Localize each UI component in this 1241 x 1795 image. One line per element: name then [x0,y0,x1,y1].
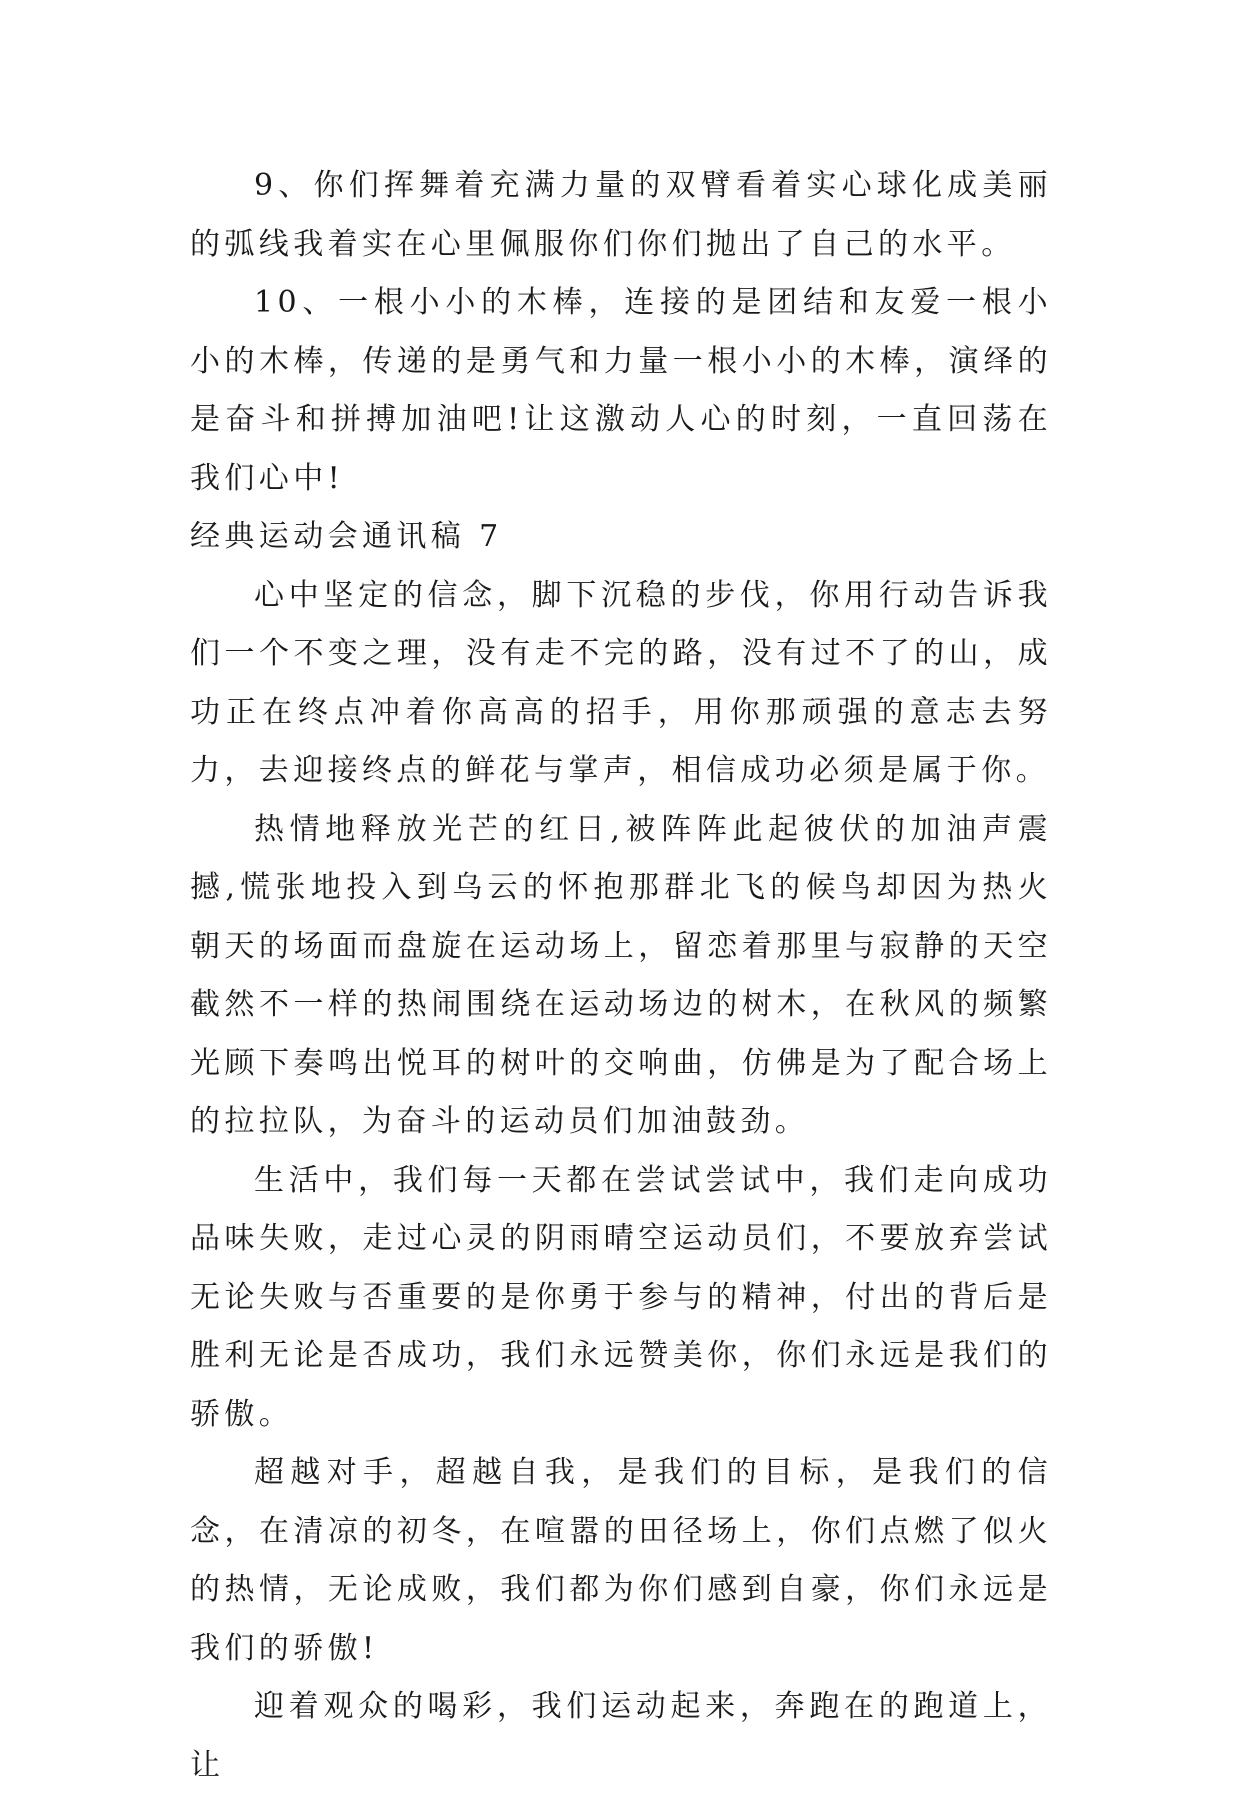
paragraph-10: 10、一根小小的木棒，连接的是团结和友爱一根小小的木棒，传递的是勇气和力量一根小小的木棒，演绎的是奋斗和拼搏加油吧!让这激动人心的时刻，一直回荡在我们心中! [190,285,1052,496]
paragraph-cheers: 迎着观众的喝彩，我们运动起来，奔跑在的跑道上，让 [190,1689,1052,1783]
document-body [190,157,1052,1795]
paragraph-red-sun: 热情地释放光芒的红日,被阵阵此起彼伏的加油声震撼,慌张地投入到乌云的怀抱那群北飞的候鸟却因为热火朝天的场面而盘旋在运动场上，留恋着那里与寂静的天空截然不一样的热闹围绕在运动场边的树木，在秋风的频繁光顾下奏鸣出悦耳的树叶的交响曲，仿佛是为了配合场上的拉拉队，为奋斗的运动员们加油鼓劲。 [190,811,1052,1139]
paragraph-surpass: 超越对手，超越自我，是我们的目标，是我们的信念，在清凉的初冬，在喧嚣的田径场上，你们点燃了似火的热情，无论成败，我们都为你们感到自豪，你们永远是我们的骄傲! [190,1455,1052,1666]
paragraph-9: 9、你们挥舞着充满力量的双臂看着实心球化成美丽的弧线我着实在心里佩服你们你们抛出了自己的水平。 [190,168,1052,262]
paragraph-life: 生活中，我们每一天都在尝试尝试中，我们走向成功品味失败，走过心灵的阴雨晴空运动员们，不要放弃尝试无论失败与否重要的是你勇于参与的精神，付出的背后是胜利无论是否成功，我们永远赞美你，你们永远是我们的骄傲。 [190,1162,1052,1432]
section-title: 经典运动会通讯稿 7 [190,519,503,554]
paragraph-belief: 心中坚定的信念，脚下沉稳的步伐，你用行动告诉我们一个不变之理，没有走不完的路，没有过不了的山，成功正在终点冲着你高高的招手，用你那顽强的意志去努力，去迎接终点的鲜花与掌声，相信成功必须是属于你。 [190,577,1052,788]
